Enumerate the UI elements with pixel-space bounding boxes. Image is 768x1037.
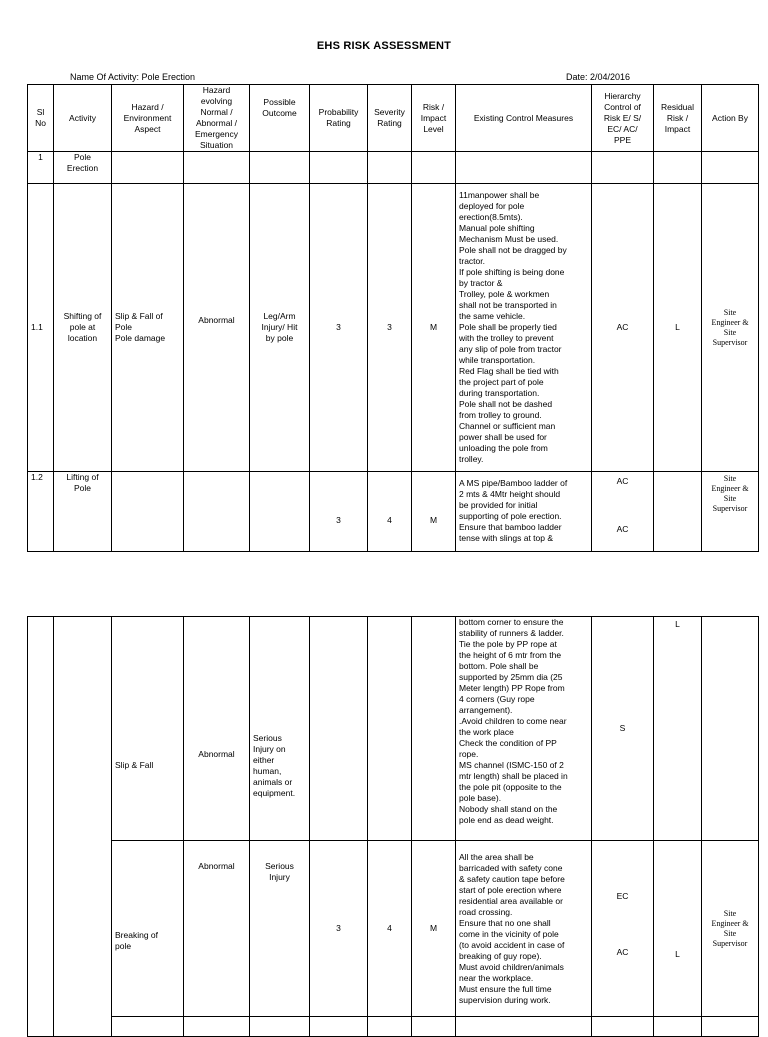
header-residual: Residual Risk / Impact — [654, 85, 702, 152]
risk-assessment-table-page1 — [27, 84, 759, 552]
table-row — [28, 841, 759, 1017]
row2b-probability: 3 — [310, 841, 368, 1017]
risk-assessment-table-page2 — [27, 616, 759, 1037]
header-hazard-evolving: Hazard evolving Normal / Abnormal / Emergency Situation — [184, 85, 250, 152]
row12-hierarchy-top: AC — [616, 476, 629, 486]
row2a-controls: bottom corner to ensure the stability of runners & ladder. Tie the pole by PP rope at the height of 6 mtr from the bottom. Pole shall be supported by 25mm dia (25 Meter length) PP Rope from 4 corners (Guy rope arrangement). .Avoid children to come near the work place Check the condition of PP rope. MS channel (ISMC-150 of 2 mtr length) shall be placed in the pole pit (opposite to the pole base). Nobody shall stand on the pole end as dead weight. — [456, 617, 592, 841]
row12-sl: 1.2 — [28, 472, 54, 552]
document-title: EHS RISK ASSESSMENT — [316, 40, 452, 52]
activity-name: Name Of Activity: Pole Erection — [70, 72, 196, 82]
row1-activity: Pole Erection — [54, 152, 112, 184]
row12-action: Site Engineer & Site Supervisor — [702, 472, 759, 552]
row2a-outcome: Serious Injury on either human, animals or equipment. — [250, 617, 310, 841]
row11-outcome: Leg/Arm Injury/ Hit by pole — [250, 184, 310, 472]
row11-hazard: Slip & Fall of Pole Pole damage — [112, 184, 184, 472]
row2b-evolving: Abnormal — [184, 841, 250, 1017]
row2b-controls: All the area shall be barricaded with safety cone & safety caution tape before start of pole erection where residential area available or road crossing. Ensure that no one shall come in the vicinity of pole (to avoid accident in case of breaking of guy rope). Must avoid children/animals near the workplace. Must ensure the full time supervision during work. — [456, 841, 592, 1017]
row2a-evolving: Abnormal — [184, 617, 250, 841]
row11-risk: M — [412, 184, 456, 472]
row2a-hierarchy: S — [592, 617, 654, 841]
row12-controls: A MS pipe/Bamboo ladder of 2 mts & 4Mtr height should be provided for initial supporting of pole erection. Ensure that bamboo ladder tense with slings at top & — [456, 472, 592, 552]
row11-probability: 3 — [310, 184, 368, 472]
row12-hierarchy-bottom: AC — [616, 524, 629, 534]
header-severity: Severity Rating — [368, 85, 412, 152]
header-controls: Existing Control Measures — [456, 85, 592, 152]
row2b-residual: L — [654, 841, 702, 1017]
row2b-hierarchy-top: EC — [616, 891, 629, 901]
row2b-severity: 4 — [368, 841, 412, 1017]
header-action: Action By — [702, 85, 759, 152]
header-hierarchy: Hierarchy Control of Risk E/ S/ EC/ AC/ PPE — [592, 85, 654, 152]
row2b-hazard: Breaking of pole — [112, 841, 184, 1017]
table-row — [28, 152, 759, 184]
row11-action: Site Engineer & Site Supervisor — [702, 184, 759, 472]
table-row — [28, 472, 759, 552]
row11-residual: L — [654, 184, 702, 472]
row2a-hazard: Slip & Fall — [112, 617, 184, 841]
row12-risk: M — [412, 472, 456, 552]
header-risk: Risk / Impact Level — [412, 85, 456, 152]
row2b-risk: M — [412, 841, 456, 1017]
header-sl: Sl No — [28, 85, 54, 152]
table-row — [28, 617, 759, 841]
row11-hierarchy: AC — [592, 184, 654, 472]
row2b-action: Site Engineer & Site Supervisor — [702, 841, 759, 1017]
row11-evolving: Abnormal — [184, 184, 250, 472]
row11-controls: 11manpower shall be deployed for pole erection(8.5mts). Manual pole shifting Mechanism Must be used. Pole shall not be dragged by tractor. If pole shifting is being done by tractor & Trolley, pole & workmen shall not be transported in the same vehicle. Pole shall be properly tied with the trolley to prevent any slip of pole from tractor while transportation. Red Flag shall be tied with the project part of pole during transportation. Pole shall not be dashed from trolley to ground. Channel or sufficient man power shall be used for unloading the pole from trolley. — [456, 184, 592, 472]
row1-sl: 1 — [28, 152, 54, 184]
row12-severity: 4 — [368, 472, 412, 552]
row11-activity: Shifting of pole at location — [54, 184, 112, 472]
row12-activity: Lifting of Pole — [54, 472, 112, 552]
assessment-date: Date: 2/04/2016 — [566, 72, 631, 82]
row11-severity: 3 — [368, 184, 412, 472]
table-row — [28, 184, 759, 472]
row11-sl: 1.1 — [28, 184, 54, 472]
row2b-hierarchy-bottom: AC — [616, 947, 629, 957]
row12-probability: 3 — [310, 472, 368, 552]
header-row — [28, 85, 759, 152]
row2b-outcome: Serious Injury — [250, 841, 310, 1017]
header-outcome: Possible Outcome — [250, 85, 310, 152]
row2a-residual: L — [654, 617, 702, 841]
header-hazard: Hazard / Environment Aspect — [112, 85, 184, 152]
table-row — [28, 1017, 759, 1037]
header-probability: Probability Rating — [310, 85, 368, 152]
header-activity: Activity — [54, 85, 112, 152]
